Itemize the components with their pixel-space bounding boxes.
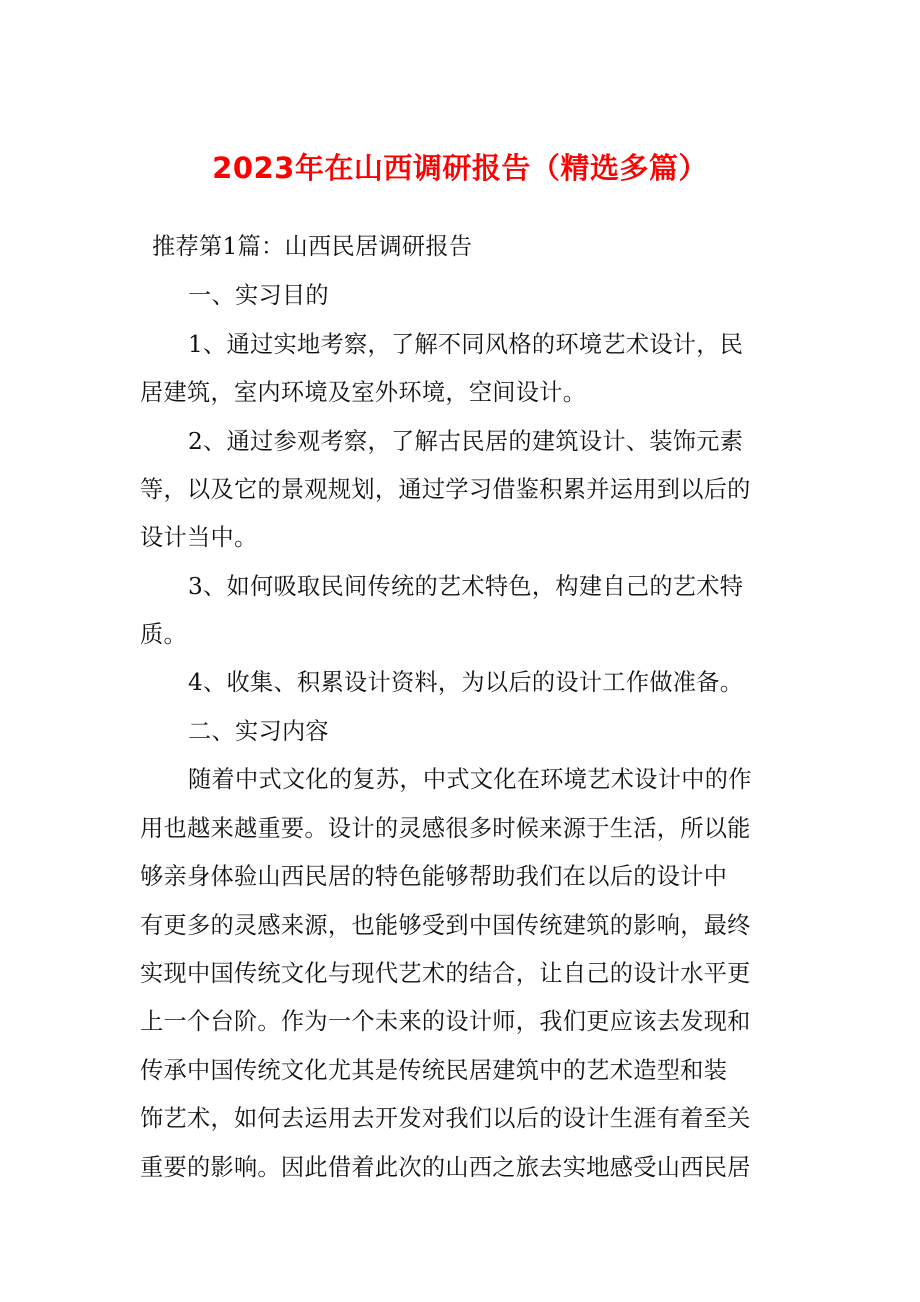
paragraph-line: 3、如何吸取民间传统的艺术特色，构建自己的艺术特 bbox=[188, 573, 744, 600]
paragraph-line: 重要的影响。因此借着此次的山西之旅去实地感受山西民居 bbox=[140, 1154, 751, 1181]
paragraph-line: 等，以及它的景观规划，通过学习借鉴积累并运用到以后的 bbox=[140, 476, 751, 503]
paragraph-line: 1、通过实地考察，了解不同风格的环境艺术设计，民 bbox=[188, 331, 744, 358]
section-heading: 二、实习内容 bbox=[188, 718, 329, 745]
document-title: 2023年在山西调研报告（精选多篇） bbox=[212, 151, 708, 185]
paragraph-line: 质。 bbox=[140, 621, 187, 648]
paragraph-line: 随着中式文化的复苏，中式文化在环境艺术设计中的作 bbox=[188, 766, 752, 793]
paragraph-line: 有更多的灵感来源，也能够受到中国传统建筑的影响，最终 bbox=[140, 912, 751, 939]
article-heading: 推荐第1篇：山西民居调研报告 bbox=[152, 233, 473, 260]
paragraph-line: 上一个台阶。作为一个未来的设计师，我们更应该去发现和 bbox=[140, 1008, 751, 1035]
paragraph-line: 够亲身体验山西民居的特色能够帮助我们在以后的设计中 bbox=[140, 863, 728, 890]
paragraph-line: 用也越来越重要。设计的灵感很多时候来源于生活，所以能 bbox=[140, 815, 751, 842]
paragraph-line: 实现中国传统文化与现代艺术的结合，让自己的设计水平更 bbox=[140, 960, 751, 987]
section-heading: 一、实习目的 bbox=[188, 282, 329, 309]
paragraph-line: 设计当中。 bbox=[140, 524, 258, 551]
paragraph-line: 传承中国传统文化尤其是传统民居建筑中的艺术造型和装 bbox=[140, 1057, 728, 1084]
paragraph-line: 4、收集、积累设计资料，为以后的设计工作做准备。 bbox=[188, 669, 744, 696]
paragraph-line: 2、通过参观考察，了解古民居的建筑设计、装饰元素 bbox=[188, 428, 744, 455]
paragraph-line: 居建筑，室内环境及室外环境，空间设计。 bbox=[140, 379, 587, 406]
paragraph-line: 饰艺术，如何去运用去开发对我们以后的设计生涯有着至关 bbox=[140, 1105, 751, 1132]
